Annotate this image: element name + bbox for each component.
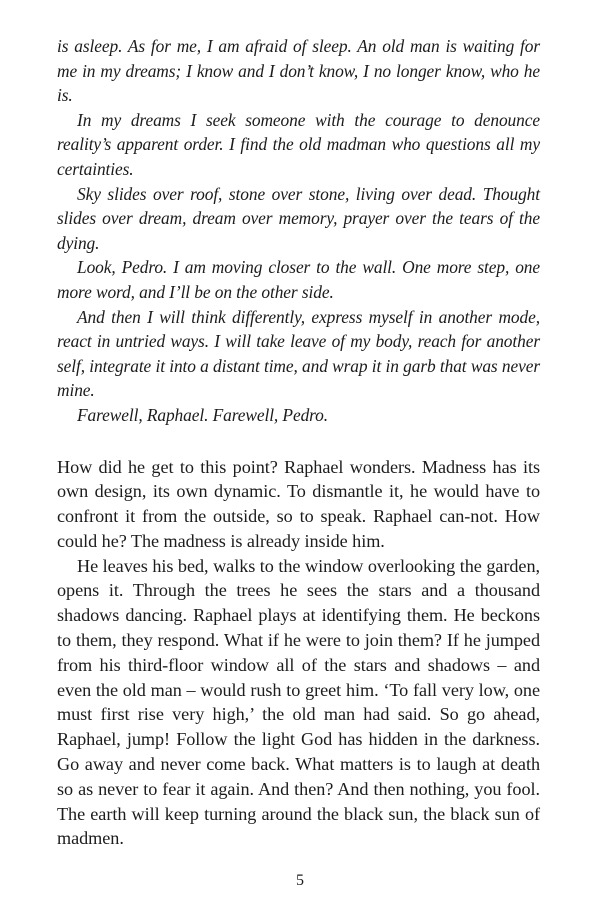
body-paragraph: How did he get to this point? Raphael wonders. Madness has its own design, its own dynamic. To dismantle it, he would have to confront it from the outside, so to speak. Raphael can-not. How could he? The madness is already inside him. <box>57 456 540 551</box>
italic-paragraph: Look, Pedro. I am moving closer to the wall. One more step, one more word, and I’ll be on the other side. <box>57 257 540 302</box>
italic-passage <box>57 34 540 428</box>
page-number: 5 <box>296 872 304 889</box>
body-paragraph: He leaves his bed, walks to the window overlooking the garden, opens it. Through the trees he sees the stars and a thousand shadows dancing. Raphael plays at identifying them. He beckons to them, they respond. What if he were to join them? If he jumped from his third-floor window all of the stars and shadows – and even the old man – would rush to greet him. ‘To fall very low, one must first rise very high,’ the old man had said. So go ahead, Raphael, jump! Follow the light God has hidden in the darkness. Go away and never come back. What matters is to laugh at death so as never to fear it again. And then? And then nothing, you fool. The earth will keep turning around the black sun, the black sun of madmen. <box>57 555 540 849</box>
italic-paragraph: In my dreams I seek someone with the courage to denounce reality’s apparent order. I find the old madman who questions all my certainties. <box>57 109 540 179</box>
italic-paragraph: And then I will think differently, express myself in another mode, react in untried ways. I will take leave of my body, reach for another self, integrate it into a distant time, and wrap it in garb that was never mine. <box>57 306 540 401</box>
italic-paragraph: is asleep. As for me, I am afraid of sleep. An old man is waiting for me in my dreams; I know and I don’t know, I no longer know, who he is. <box>57 36 540 106</box>
italic-paragraph: Farewell, Raphael. Farewell, Pedro. <box>77 404 329 425</box>
body-text <box>57 455 540 852</box>
italic-paragraph: Sky slides over roof, stone over stone, living over dead. Thought slides over dream, dream over memory, prayer over the tears of the dying. <box>57 183 540 253</box>
